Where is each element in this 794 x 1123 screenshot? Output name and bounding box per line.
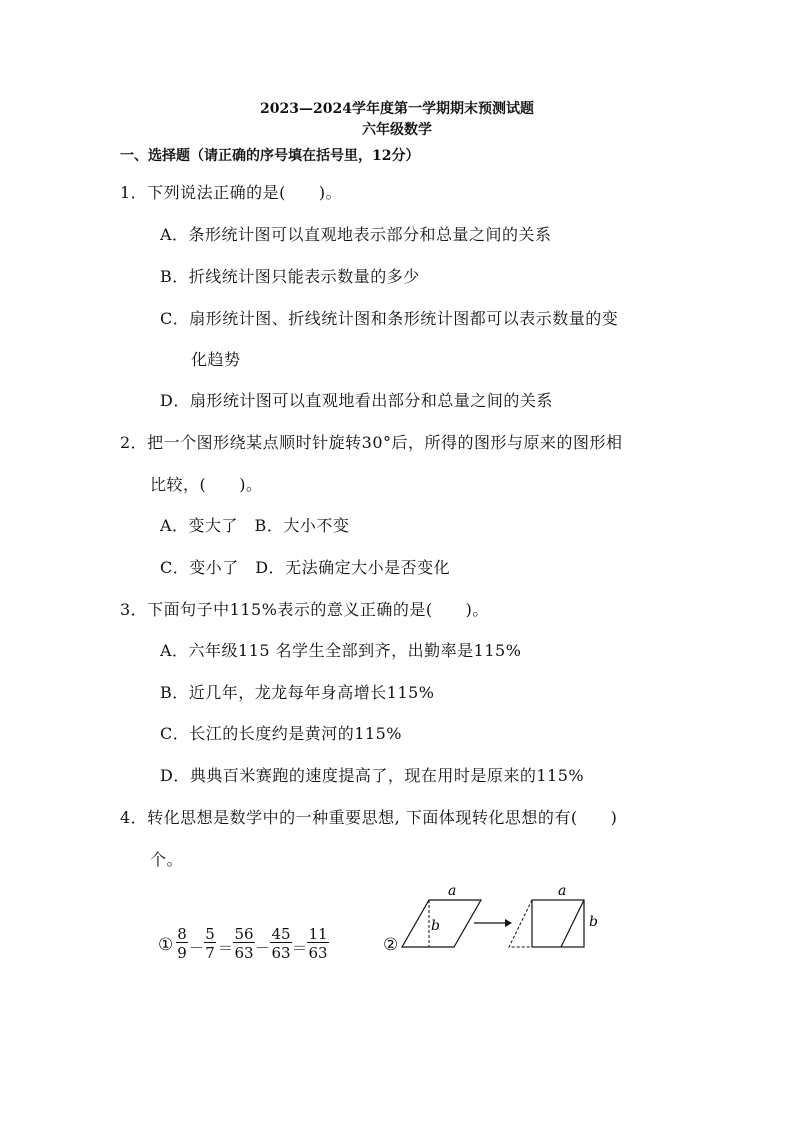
fraction-1 [176,927,188,961]
operator-equals-1: ＝ [218,939,234,957]
label-b-right: b [589,914,598,930]
question-2-stem: 2．把一个图形绕某点顺时针旋转30°后，所得的图形与原来的图形相 [120,433,623,452]
label-a-right: a [558,883,567,899]
question-1-stem: 1．下列说法正确的是( )。 [120,183,343,202]
operator-equals-2: ＝ [292,939,308,957]
figure-1-marker: ① [158,935,174,955]
fraction-3-numerator: 56 [234,925,254,943]
fraction-1-denominator: 9 [177,944,187,962]
question-2-options-ab: A．变大了 B．大小不变 [160,516,350,535]
question-2-options-cd: C．变小了 D．无法确定大小是否变化 [160,558,451,577]
fraction-5 [307,927,329,961]
operator-minus-1: － [189,939,205,957]
question-3-option-a: A．六年级115 名学生全部到齐，出勤率是115% [160,641,522,660]
label-a-left: a [448,883,457,899]
figure-2-diagram [398,880,608,960]
question-2-stem-cont: 比较，( )。 [150,475,263,494]
fraction-3-denominator: 63 [234,944,254,962]
figure-2-marker: ② [383,935,399,955]
question-3-option-b: B．近几年，龙龙每年身高增长115% [160,683,435,702]
fraction-2 [204,927,216,961]
question-3-stem: 3．下面句子中115%表示的意义正确的是( )。 [120,600,489,619]
moved-triangle-outline [509,900,532,947]
fraction-2-numerator: 5 [205,925,215,943]
question-4-stem: 4．转化思想是数学中的一种重要思想, 下面体现转化思想的有( ) [120,808,618,827]
section-heading: 一、选择题（请正确的序号填在括号里，12分） [120,148,420,164]
question-1-option-d: D．扇形统计图可以直观地看出部分和总量之间的关系 [160,391,553,410]
question-1-option-c: C．扇形统计图、折线统计图和条形统计图都可以表示数量的变 [160,309,619,328]
question-4-stem-cont: 个。 [150,850,184,869]
fraction-3 [233,927,255,961]
rectangle-diagonal-cut [561,900,584,947]
fraction-5-numerator: 11 [308,925,328,943]
fraction-2-denominator: 7 [205,944,215,962]
fraction-1-numerator: 8 [177,925,187,943]
parallelogram-shape [402,900,481,947]
question-1-option-a: A．条形统计图可以直观地表示部分和总量之间的关系 [160,225,552,244]
operator-minus-2: － [255,939,271,957]
fraction-4-numerator: 45 [271,925,291,943]
question-3-option-d: D．典典百米赛跑的速度提高了，现在用时是原来的115% [160,766,585,785]
fraction-4 [270,927,292,961]
fraction-5-denominator: 63 [308,944,328,962]
fraction-4-denominator: 63 [271,944,291,962]
rectangle-shape [532,900,584,947]
transform-arrow-head [505,919,512,927]
label-b-left: b [431,918,440,934]
exam-subtitle: 六年级数学 [362,122,432,138]
question-1-option-c-cont: 化趋势 [191,350,241,369]
question-1-option-b: B．折线统计图只能表示数量的多少 [160,267,420,286]
exam-title: 2023—2024学年度第一学期期末预测试题 [260,101,534,117]
question-3-option-c: C．长江的长度约是黄河的115% [160,724,402,743]
